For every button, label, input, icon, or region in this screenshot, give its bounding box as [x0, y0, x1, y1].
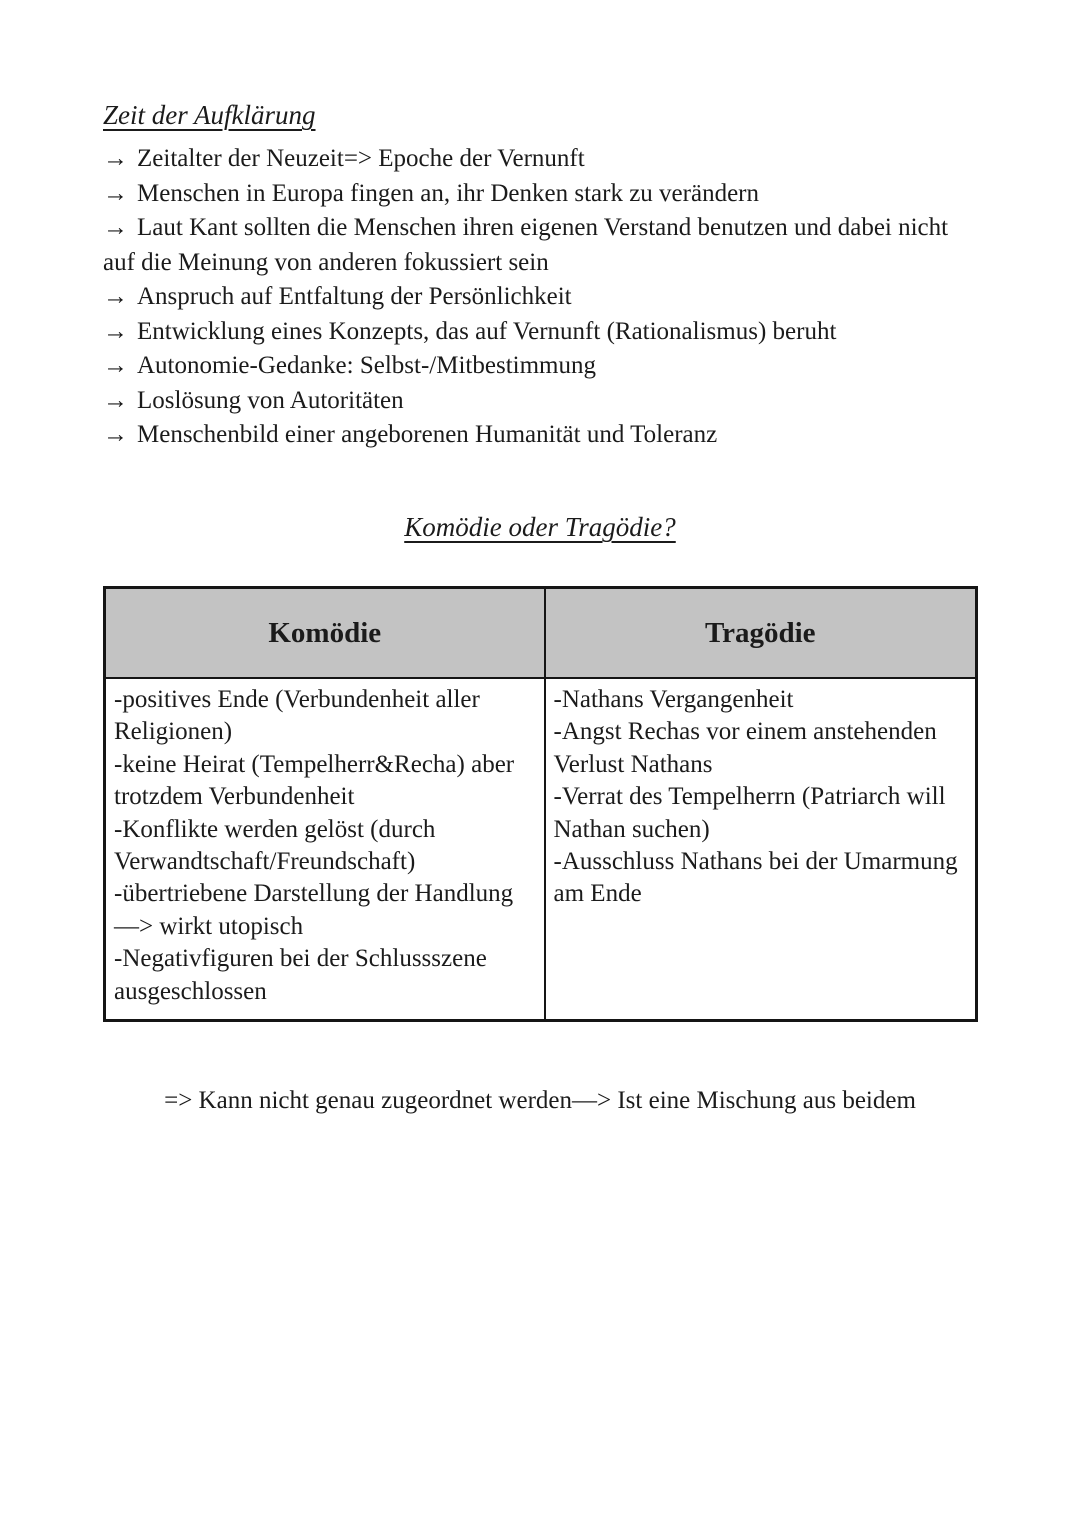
komoedie-point: -übertriebene Darstellung der Handlung—> wirkt utopisch [114, 880, 514, 940]
bullet-text: Menschenbild einer angeborenen Humanität und Toleranz [137, 421, 718, 448]
arrow-icon: → [103, 386, 128, 414]
bullet-item [103, 280, 971, 315]
komoedie-point: -Konflikte werden gelöst (durch Verwandtschaft/Freundschaft) [114, 815, 436, 876]
table-cell-komoedie [105, 678, 545, 1021]
comparison-table [103, 586, 978, 1022]
table-header-tragoedie: Tragödie [545, 588, 977, 679]
bullet-item [103, 211, 971, 280]
bullet-item [103, 177, 971, 212]
tragoedie-point: -Ausschluss Nathans bei der Umarmung am Ende [553, 848, 958, 908]
arrow-icon: → [103, 214, 128, 241]
section-heading-aufklaerung: Zeit der Aufklärung [103, 100, 316, 130]
comparison-table-body [105, 678, 977, 1021]
conclusion-text: => Kann nicht genau zugeordnet werden—> Ist eine Mischung aus beidem [164, 1087, 916, 1114]
aufklaerung-bullet-list [103, 142, 971, 453]
bullet-text: Loslösung von Autoritäten [137, 386, 404, 414]
bullet-text: Menschen in Europa fingen an, ihr Denken stark zu verändern [137, 179, 759, 207]
arrow-icon: → [103, 421, 128, 448]
bullet-text: Laut Kant sollten die Menschen ihren eigenen Verstand benutzen und dabei nicht auf die Meinung von anderen fokussiert sein [103, 214, 949, 276]
arrow-icon: → [103, 179, 128, 207]
bullet-item [103, 142, 971, 177]
bullet-text: Anspruch auf Entfaltung der Persönlichkeit [137, 283, 572, 310]
arrow-icon: → [103, 145, 128, 172]
bullet-item [103, 315, 971, 350]
table-header-komoedie: Komödie [105, 588, 545, 679]
section-heading-komoedie-tragoedie: Komödie oder Tragödie? [404, 512, 676, 542]
komoedie-point: -positives Ende (Verbundenheit aller Religionen) [114, 686, 480, 746]
bullet-text: Entwicklung eines Konzepts, das auf Vernunft (Rationalismus) beruht [137, 317, 837, 345]
bullet-item [103, 384, 971, 419]
table-body-row [105, 678, 977, 1021]
bullet-text: Autonomie-Gedanke: Selbst-/Mitbestimmung [137, 352, 596, 379]
tragoedie-point: -Nathans Vergangenheit [553, 686, 794, 713]
tragoedie-point: -Verrat des Tempelherrn (Patriarch will Nathan suchen) [553, 783, 946, 843]
arrow-icon: → [103, 283, 128, 310]
bullet-text: Zeitalter der Neuzeit=> Epoche der Vernunft [137, 145, 585, 172]
arrow-icon: → [103, 352, 128, 379]
comparison-table-head [105, 588, 977, 679]
komoedie-point: -keine Heirat (Tempelherr&Recha) aber trotzdem Verbundenheit [114, 750, 515, 811]
bullet-item [103, 418, 971, 453]
komoedie-point: -Negativfiguren bei der Schlussszene ausgeschlossen [114, 945, 487, 1005]
table-header-row [105, 588, 977, 679]
tragoedie-point: -Angst Rechas vor einem anstehenden Verlust Nathans [553, 718, 937, 778]
arrow-icon: → [103, 317, 128, 345]
table-cell-tragoedie [545, 678, 977, 1021]
bullet-item [103, 349, 971, 384]
